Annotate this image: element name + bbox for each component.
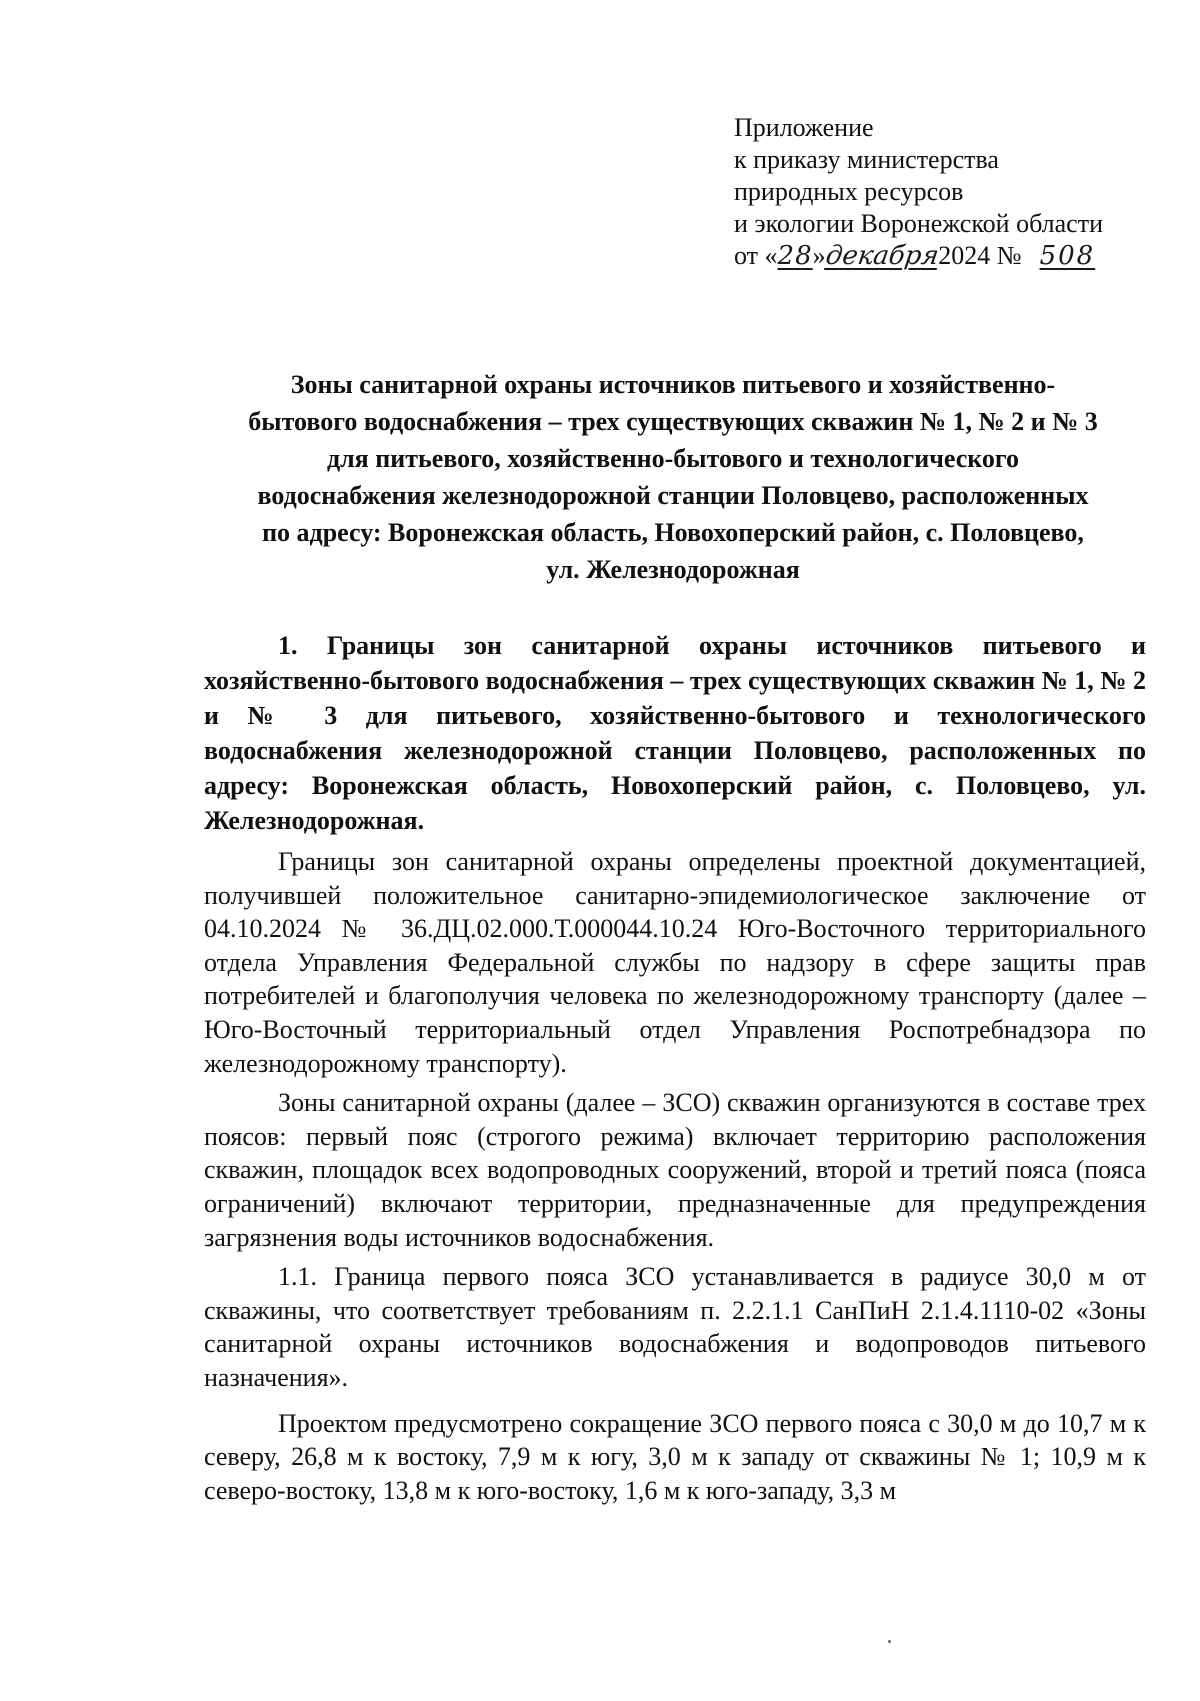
- paragraph-boundaries: Границы зон санитарной охраны определены проектной документацией, получившей положительное санитарно-эпидемиологическое заключение от 04.10.2024 № 36.ДЦ.02.000.Т.000044.10.24 Юго-Восточного территориального отдела Управления Федеральной службы по надзору в сфере защиты прав потребителей и благополучия человека по железнодорожному транспорту (далее – Юго-Восточный территориальный отдел Управления Роспотребнадзора по железнодорожному транспорту).: [204, 847, 1146, 1078]
- section-1-heading: 1. Границы зон санитарной охраны источников питьевого и хозяйственно-бытового водоснабжения – трех существующих скважин № 1, № 2 и № 3 для питьевого, хозяйственно-бытового и технологического водоснабжения железнодорожной станции Половцево, расположенных по адресу: Воронежская область, Новохоперский район, с. Половцево, ул. Железнодорожная.: [204, 631, 1146, 835]
- paragraph-1-1: 1.1. Граница первого пояса ЗСО устанавливается в радиусе 30,0 м от скважины, что соответствует требованиям п. 2.2.1.1 СанПиН 2.1.4.1110-02 «Зоны санитарной охраны источников водоснабжения и водопроводов питьевого назначения».: [204, 1262, 1146, 1392]
- date-year: 2024 №: [938, 241, 1022, 270]
- title-line-3: для питьевого, хозяйственно-бытового и технологического: [326, 444, 1020, 473]
- title-line-1: Зоны санитарной охраны источников питьевого и хозяйственно-: [290, 370, 1056, 399]
- title-line-6: ул. Железнодорожная: [546, 555, 800, 584]
- document-title: [200, 366, 1146, 588]
- appendix-line-3: природных ресурсов: [734, 177, 964, 206]
- date-mid: »: [812, 241, 826, 270]
- paragraph-zso-belts: Зоны санитарной охраны (далее – ЗСО) скважин организуются в составе трех поясов: первый пояс (строгого режима) включает территорию расположения скважин, площадок всех водопроводных сооружений, второй и третий пояса (пояса ограничений) включают территории, предназначенные для предупреждения загрязнения воды источников водоснабжения.: [204, 1088, 1146, 1252]
- appendix-block: [734, 112, 1174, 272]
- handwritten-day: 28: [777, 241, 813, 271]
- title-line-2: бытового водоснабжения – трех существующих скважин № 1, № 2 и № 3: [248, 407, 1098, 436]
- appendix-line-2: к приказу министерства: [734, 145, 999, 174]
- date-prefix: от «: [734, 241, 778, 270]
- appendix-date-line: [734, 240, 1174, 272]
- title-line-5: по адресу: Воронежская область, Новохоперский район, с. Половцево,: [262, 518, 1084, 547]
- paragraph-reduction: Проектом предусмотрено сокращение ЗСО первого пояса с 30,0 м до 10,7 м к северу, 26,8 м к востоку, 7,9 м к югу, 3,0 м к западу от скважины № 1; 10,9 м к северо-востоку, 13,8 м к юго-востоку, 1,6 м к юго-западу, 3,3 м: [204, 1408, 1146, 1505]
- appendix-line-1: Приложение: [734, 113, 874, 142]
- handwritten-order-number: 508: [1039, 241, 1096, 271]
- document-body: [204, 628, 1146, 1513]
- scan-dot: [888, 1640, 891, 1643]
- handwritten-month: декабря: [823, 241, 941, 271]
- appendix-line-4: и экологии Воронежской области: [734, 209, 1103, 238]
- title-line-4: водоснабжения железнодорожной станции Половцево, расположенных: [257, 481, 1089, 510]
